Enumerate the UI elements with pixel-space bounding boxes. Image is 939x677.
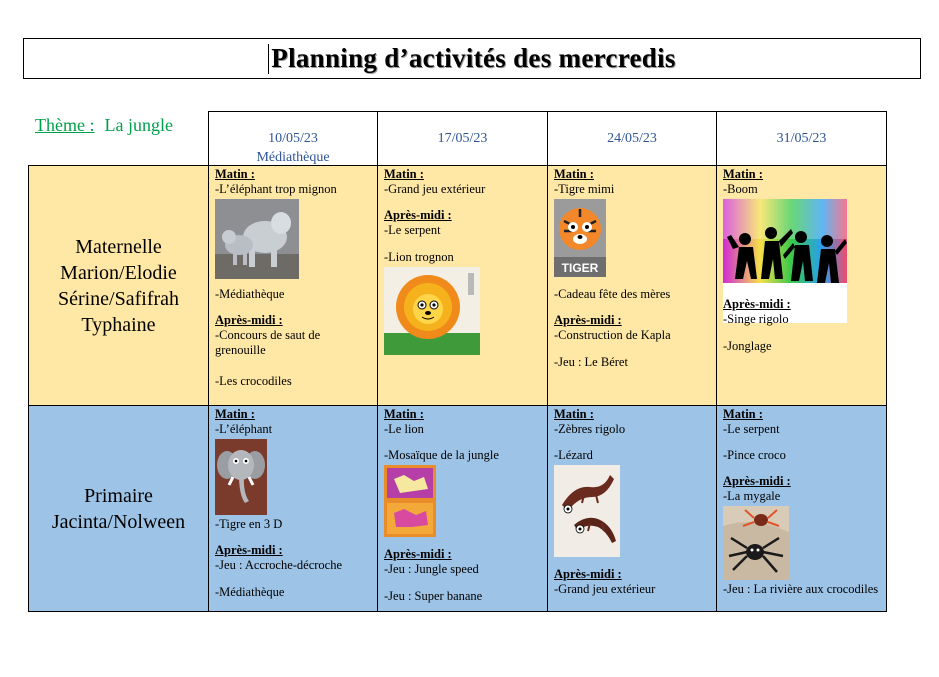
activity-text: -Médiathèque <box>215 287 285 301</box>
tiger-mask-image <box>554 199 712 277</box>
activity-text: -Jeu : Jungle speed <box>384 562 479 576</box>
activity-text: -Singe rigolo <box>723 312 789 326</box>
activity-text: -Jonglage <box>723 339 772 353</box>
elephant-sculpture-image <box>215 199 373 279</box>
elephant-craft-image <box>215 439 373 515</box>
group-line: Typhaine <box>81 313 156 336</box>
activity-text: -Le lion <box>384 422 424 436</box>
afternoon-label: Après-midi : <box>554 313 622 327</box>
activity-text: -Les crocodiles <box>215 374 292 388</box>
morning-label: Matin : <box>215 167 255 181</box>
activity-text: -Zèbres rigolo <box>554 422 626 436</box>
morning-label: Matin : <box>384 407 424 421</box>
activity-text: -Pince croco <box>723 448 786 462</box>
activity-text: -Construction de Kapla <box>554 328 671 342</box>
column-header-2 <box>377 111 548 166</box>
jungle-mosaic-image <box>384 465 543 537</box>
column-header-4 <box>716 111 887 166</box>
theme-value: La jungle <box>104 115 173 135</box>
morning-label: Matin : <box>723 407 763 421</box>
group-line: Maternelle <box>75 235 162 258</box>
activity-text: -Grand jeu extérieur <box>384 182 486 196</box>
activity-text: -L’éléphant <box>215 422 273 436</box>
theme-label: Thème : <box>35 115 95 135</box>
column-date: 10/05/23 <box>268 131 318 146</box>
activity-text: -L’éléphant trop mignon <box>215 182 337 196</box>
activity-text: -Mosaïque de la jungle <box>384 448 499 462</box>
group-maternelle <box>28 165 209 406</box>
activity-cell-mat-2 <box>377 165 548 406</box>
activity-text: -Jeu : Accroche-décroche <box>215 558 343 572</box>
lizard-craft-image <box>554 465 712 557</box>
theme-line <box>35 115 173 136</box>
group-line: Primaire <box>84 484 153 507</box>
activity-text: -Le serpent <box>723 422 780 436</box>
afternoon-label: Après-midi : <box>215 543 283 557</box>
page-title-box <box>23 38 921 79</box>
activity-text: -Tigre mimi <box>554 182 615 196</box>
activity-cell-mat-1 <box>208 165 378 406</box>
afternoon-label: Après-midi : <box>554 567 622 581</box>
afternoon-label: Après-midi : <box>384 547 452 561</box>
morning-label: Matin : <box>384 167 424 181</box>
activity-cell-mat-3 <box>547 165 717 406</box>
afternoon-label: Après-midi : <box>723 474 791 488</box>
group-line: Marion/Elodie <box>60 261 177 284</box>
group-line: Jacinta/Nolween <box>51 510 186 533</box>
morning-label: Matin : <box>215 407 255 421</box>
morning-label: Matin : <box>554 407 594 421</box>
activity-text: -Boom <box>723 182 758 196</box>
activity-text: -Médiathèque <box>215 585 285 599</box>
spider-craft-image <box>723 506 882 580</box>
morning-label: Matin : <box>554 167 594 181</box>
activity-text: -Jeu : La rivière aux crocodiles <box>723 582 879 596</box>
afternoon-label: Après-midi : <box>384 208 452 222</box>
lion-craft-image <box>384 267 543 355</box>
activity-text: -La mygale <box>723 489 781 503</box>
morning-label: Matin : <box>723 167 763 181</box>
column-date: 24/05/23 <box>607 131 657 146</box>
column-date: 17/05/23 <box>437 131 488 146</box>
activity-text: -Concours de saut de grenouille <box>215 328 321 357</box>
activity-cell-mat-4 <box>716 165 887 406</box>
activity-cell-pri-3 <box>547 405 717 612</box>
afternoon-label: Après-midi : <box>215 313 283 327</box>
activity-cell-pri-2 <box>377 405 548 612</box>
column-header-1 <box>208 111 378 166</box>
activity-text: -Tigre en 3 D <box>215 517 283 531</box>
page-title: Planning d’activités des mercredis <box>271 43 676 73</box>
group-primaire <box>28 405 209 612</box>
column-subtitle: Médiathèque <box>256 150 330 165</box>
activity-cell-pri-1 <box>208 405 378 612</box>
activity-text: -Jeu : Le Béret <box>554 355 628 369</box>
group-line: Sérine/Safifrah <box>57 287 180 310</box>
text-cursor <box>268 44 269 74</box>
tiger-caption: TIGER <box>561 261 599 275</box>
activity-text: -Le serpent <box>384 223 441 237</box>
activity-text: -Lézard <box>554 448 593 462</box>
column-header-3 <box>547 111 717 166</box>
column-date: 31/05/23 <box>776 131 827 146</box>
activity-text: -Cadeau fête des mères <box>554 287 671 301</box>
activity-text: -Lion trognon <box>384 250 454 264</box>
afternoon-label: Après-midi : <box>723 297 791 311</box>
activity-text: -Grand jeu extérieur <box>554 582 656 596</box>
activity-text: -Jeu : Super banane <box>384 589 483 603</box>
activity-cell-pri-4 <box>716 405 887 612</box>
